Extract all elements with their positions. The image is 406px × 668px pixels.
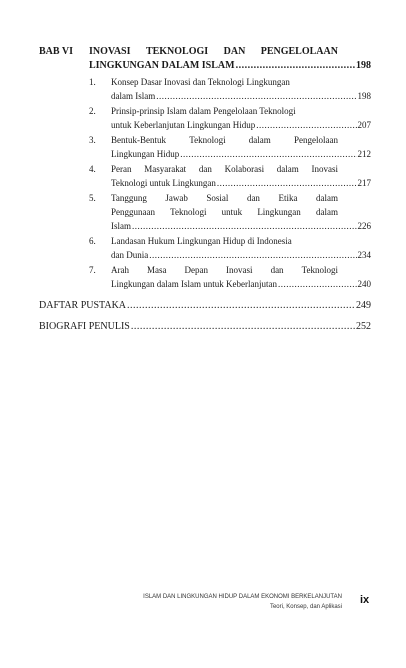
section-entry[interactable]: Lingkungan Hidup ..... 212: [111, 149, 371, 159]
dot-leader: [132, 221, 357, 231]
section-page: 240: [357, 279, 371, 289]
section-page: 198: [357, 91, 371, 101]
section-title-line2: Penggunaan Teknologi untuk Lingkungan dalam: [111, 207, 338, 217]
section-title-line1: Arah Masa Depan Inovasi dan Teknologi: [111, 265, 338, 275]
section-number: 2.: [89, 106, 96, 116]
section-number: 7.: [89, 265, 96, 275]
dot-leader: [180, 149, 356, 159]
footer-subtitle: Teori, Konsep, dan Aplikasi: [269, 604, 342, 610]
daftar-pustaka-entry[interactable]: DAFTAR PUSTAKA ..... 249: [39, 300, 371, 311]
dot-leader: [149, 250, 356, 260]
section-number: 3.: [89, 135, 96, 145]
chapter-page: 198: [356, 60, 371, 71]
chapter-label: BAB VI: [39, 46, 73, 57]
section-page: 217: [357, 178, 371, 188]
section-entry[interactable]: Lingkungan dalam Islam untuk Keberlanjutan ..... 240: [111, 279, 371, 289]
back-matter-page: 252: [356, 321, 371, 332]
section-page: 212: [357, 149, 371, 159]
page-number: ix: [360, 594, 370, 606]
section-title-line1: Landasan Hukum Lingkungan Hidup di Indonesia: [111, 236, 292, 246]
dot-leader: [278, 279, 357, 289]
section-entry[interactable]: dan Dunia ..... 234: [111, 250, 371, 260]
section-title-line1: Tanggung Jawab Sosial dan Etika dalam: [111, 193, 338, 203]
section-title-line1: Peran Masyarakat dan Kolaborasi dalam Inovasi: [111, 164, 338, 174]
dot-leader: [236, 60, 355, 71]
dot-leader: [156, 91, 356, 101]
section-page: 207: [357, 120, 371, 130]
section-number: 1.: [89, 77, 96, 87]
dot-leader: [127, 300, 355, 311]
section-title-line1: Konsep Dasar Inovasi dan Teknologi Lingkungan: [111, 77, 290, 87]
dot-leader: [256, 120, 356, 130]
dot-leader: [217, 178, 357, 188]
section-entry[interactable]: dalam Islam ..... 198: [111, 91, 371, 101]
chapter-title-line1: INOVASI TEKNOLOGI DAN PENGELOLAAN: [89, 46, 338, 57]
footer-book-title: ISLAM DAN LINGKUNGAN HIDUP DALAM EKONOMI BERKELANJUTAN: [143, 594, 342, 600]
section-entry[interactable]: Teknologi untuk Lingkungan ..... 217: [111, 178, 371, 188]
biografi-penulis-entry[interactable]: BIOGRAFI PENULIS ..... 252: [39, 321, 371, 332]
section-number: 5.: [89, 193, 96, 203]
section-number: 6.: [89, 236, 96, 246]
back-matter-page: 249: [356, 300, 371, 311]
dot-leader: [131, 321, 355, 332]
section-entry[interactable]: Islam ..... 226: [111, 221, 371, 231]
section-entry[interactable]: untuk Keberlanjutan Lingkungan Hidup ..... 207: [111, 120, 371, 130]
section-page: 226: [357, 221, 371, 231]
section-number: 4.: [89, 164, 96, 174]
section-title-line1: Bentuk-Bentuk Teknologi dalam Pengelolaan: [111, 135, 338, 145]
section-page: 234: [357, 250, 371, 260]
section-title-line1: Prinsip-prinsip Islam dalam Pengelolaan Teknologi: [111, 106, 296, 116]
chapter-title-line2[interactable]: LINGKUNGAN DALAM ISLAM ..... 198: [89, 60, 371, 71]
